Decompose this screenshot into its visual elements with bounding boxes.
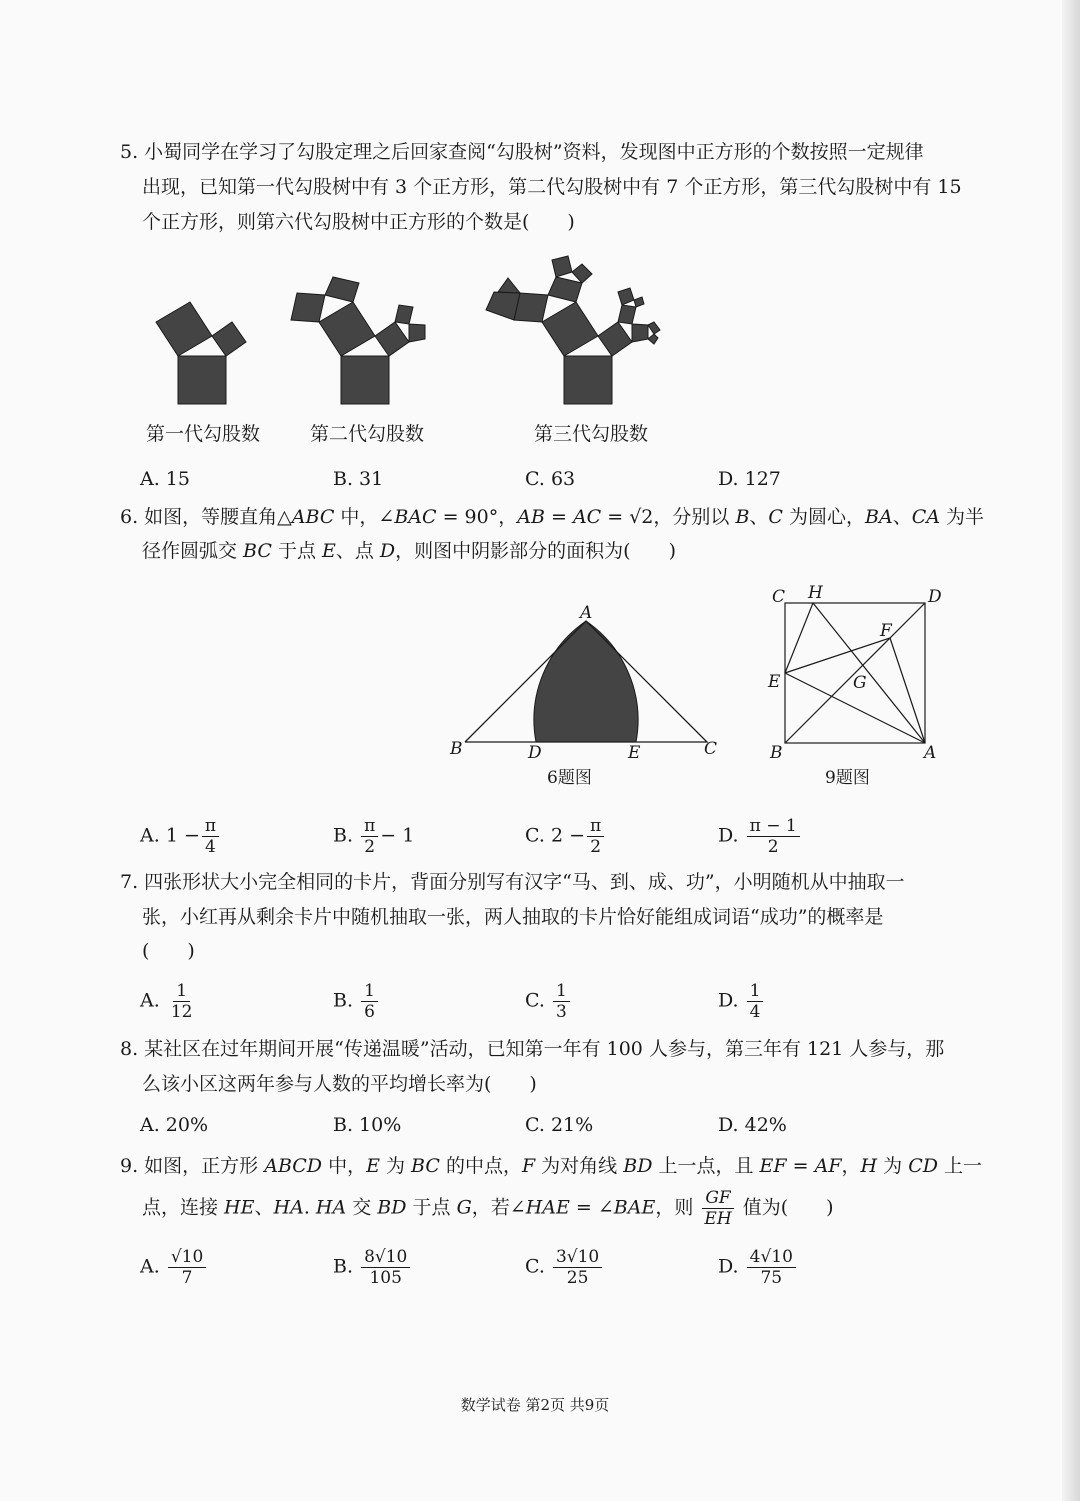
tree3-square-rr (632, 324, 648, 342)
figure-6-triangle (440, 596, 730, 766)
q6-option-a: A. 1 − $\frac{\pi}{4}$ (140, 816, 221, 857)
fig9-label-e: E (768, 672, 781, 692)
tree2-square-lr (325, 277, 359, 302)
pythagoras-tree-gen1 (150, 300, 260, 410)
tree3-square-rrl (648, 322, 660, 334)
q7-option-b: B. $\frac{1}{6}$ (333, 981, 380, 1022)
tree3-square-lrl (552, 256, 572, 277)
tree2-square-root (341, 356, 389, 404)
q6-option-c: C. 2 − $\frac{\pi}{2}$ (525, 816, 606, 857)
q5-line-3: 个正方形，则第六代勾股树中正方形的个数是( ) (142, 211, 575, 233)
tree1-square-root (178, 356, 226, 404)
fig9-label-h: H (808, 583, 823, 603)
tree2-square-ll (291, 293, 325, 322)
q5-line-2: 出现，已知第一代勾股树中有 3 个正方形，第二代勾股树中有 7 个正方形，第三代勾股树中有 15 (142, 176, 962, 198)
q7-line-1: 7. 四张形状大小完全相同的卡片，背面分别写有汉字“马、到、成、功”，小明随机从中抽取一 (120, 871, 905, 893)
q9-option-b: B. $\frac{8√10}{105}$ (333, 1247, 412, 1288)
fig6-caption: 6题图 (547, 768, 592, 788)
q5-caption-gen3: 第三代勾股数 (534, 423, 649, 445)
tree2-square-left (319, 302, 375, 356)
fig9-label-d: D (928, 587, 942, 607)
q9-line-2: 点，连接 HE、HA. HA 交 BD 于点 G，若∠HAE = ∠BAE，则 $\frac{GF}{EH}$ 值为( ) (142, 1188, 834, 1229)
q9-line-1: 9. 如图，正方形 ABCD 中，E 为 BC 的中点，F 为对角线 BD 上一点，且 EF = AF，H 为 CD 上一 (120, 1155, 983, 1177)
fig6-label-a: A (580, 603, 593, 623)
tree3-square-root (564, 356, 612, 404)
q5-option-a: A. 15 (140, 468, 190, 490)
tree3-square-lrr (572, 264, 592, 283)
tree3-square-rrr (648, 334, 658, 344)
q5-caption-gen2: 第二代勾股数 (310, 423, 425, 445)
q8-line-1: 8. 某社区在过年期间开展“传递温暖”活动，已知第一年有 100 人参与，第三年有 121 人参与，那 (120, 1038, 945, 1060)
q8-option-b: B. 10% (333, 1114, 402, 1136)
tree3-square-rlr (634, 297, 644, 307)
q7-option-a: A. $\frac{1}{12}$ (140, 981, 193, 1022)
page-footer: 数学试卷 第2页 共9页 (460, 1396, 610, 1414)
q6-option-b: B. $\frac{\pi}{2}$ − 1 (333, 816, 415, 857)
tree1-square-left (156, 302, 212, 356)
figure-9-square (760, 580, 950, 765)
page-edge-shadow (1062, 0, 1080, 1501)
tree2-square-right (375, 322, 409, 356)
fig9-label-g: G (853, 673, 867, 693)
q8-option-d: D. 42% (718, 1114, 787, 1136)
q7-line-2: 张，小红再从剩余卡片中随机抽取一张，两人抽取的卡片恰好能组成词语“成功”的概率是 (142, 906, 884, 928)
q9-option-a: A. $\frac{√10}{7}$ (140, 1247, 208, 1288)
q6-line-1: 6. 如图，等腰直角△ABC 中，∠BAC = 90°，AB = AC = √2，分别以 B、C 为圆心，BA、CA 为半 (120, 506, 985, 528)
q7-line-3: ( ) (142, 940, 195, 962)
q9-option-c: C. $\frac{3√10}{25}$ (525, 1247, 604, 1288)
q9-option-d: D. $\frac{4√10}{75}$ (718, 1247, 798, 1288)
fig6-label-c: C (704, 739, 718, 759)
q7-option-d: D. $\frac{1}{4}$ (718, 981, 765, 1022)
fig9-segment-he (785, 603, 813, 673)
q5-line-1: 5. 小蜀同学在学习了勾股定理之后回家查阅“勾股树”资料，发现图中正方形的个数按照一定规律 (120, 141, 924, 163)
fig6-label-e: E (628, 743, 641, 763)
tree3-square-llr (498, 278, 520, 293)
tree3-square-left (542, 302, 598, 356)
q5-option-c: C. 63 (525, 468, 576, 490)
tree3-square-rll (618, 288, 634, 305)
q6-line-2: 径作圆弧交 BC 于点 E、点 D，则图中阴影部分的面积为( ) (142, 540, 676, 562)
pythagoras-tree-gen2 (285, 275, 445, 410)
q7-option-c: C. $\frac{1}{3}$ (525, 981, 572, 1022)
tree3-square-lr (548, 277, 582, 302)
tree3-square-lll (486, 292, 520, 320)
q6-option-d: D. $\frac{\pi - 1}{2}$ (718, 816, 802, 857)
fig9-segment-ef (785, 638, 890, 673)
fig9-caption: 9题图 (825, 768, 870, 788)
q5-option-d: D. 127 (718, 468, 781, 490)
fig9-label-b: B (770, 743, 783, 763)
tree3-square-right (598, 322, 632, 356)
q8-line-2: 么该小区这两年参与人数的平均增长率为( ) (142, 1073, 537, 1095)
pythagoras-tree-gen3 (478, 250, 678, 410)
fig9-segment-fa (890, 638, 925, 743)
fig9-label-c: C (772, 587, 786, 607)
q5-caption-gen1: 第一代勾股数 (146, 423, 261, 445)
tree1-square-right (212, 322, 246, 356)
tree3-square-rl (618, 305, 636, 324)
fig6-shaded-region (534, 621, 638, 742)
q8-option-c: C. 21% (525, 1114, 594, 1136)
q8-option-a: A. 20% (140, 1114, 209, 1136)
fig9-label-a: A (924, 743, 937, 763)
tree2-square-rl (395, 305, 413, 324)
fig6-label-b: B (450, 739, 463, 759)
fig6-label-d: D (528, 743, 542, 763)
fig9-segment-ha (813, 603, 925, 743)
fig9-label-f: F (880, 621, 892, 641)
q5-option-b: B. 31 (333, 468, 384, 490)
tree2-square-rr (409, 324, 425, 342)
